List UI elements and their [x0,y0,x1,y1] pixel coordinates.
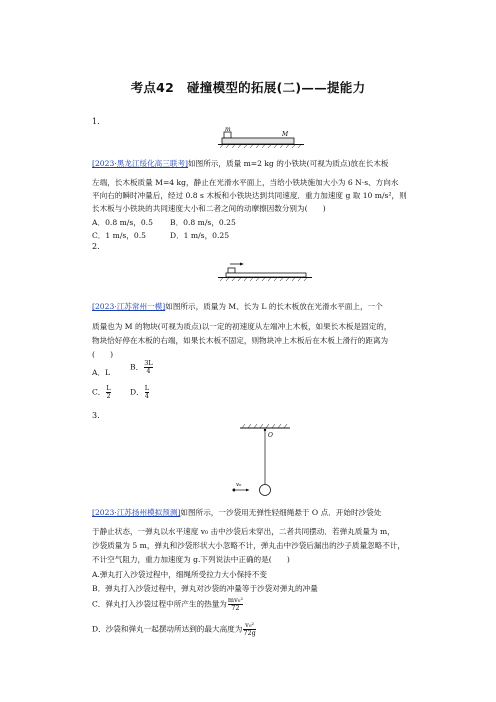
q1-option-a[interactable]: A．0.8 m/s，0.5 [92,218,153,227]
q3-option-c[interactable]: C．弹丸打入沙袋过程中所产生的热量为 $\frac{\text{mv₀²}}{72}$ [92,596,243,612]
q3-source: [2023·江苏扬州模拟预测] [92,508,181,517]
long-board [226,273,306,277]
q2-line-1: [2023·江苏常州一模]如图所示，质量为 M、长为 L 的长木板放在光滑水平面上，一个 [92,302,383,311]
q3-line-4: 不计空气阻力，重力加速度为 g.下列说法中正确的是( ) [92,555,290,564]
bullet [233,489,236,492]
sandbag [260,485,271,496]
q2-option-c[interactable]: C． $\frac{L}{2}$ [92,384,111,400]
q2-line-2: 质量也为 M 的物块(可视为质点)以一定的初速度从左端冲上木板，如果长木板是固定的， [92,322,392,331]
q2-option-d[interactable]: D． $\frac{L}{4}$ [130,384,150,400]
q1-line-4: 长木板与小铁块的共同速度大小和二者之间的动摩擦因数分别为( ) [92,204,326,213]
q2-source: [2023·江苏常州一模] [92,302,166,311]
q3-option-b[interactable]: B．弹丸打入沙袋过程中，弹丸对沙袋的冲量等于沙袋对弹丸的冲量 [92,584,318,593]
q1-line-2: 左端，长木板质量 M=4 kg，静止在光滑水平面上，当给小铁块施加大小为 6 N·s、方向水 [92,178,399,187]
q3-line-3: 沙袋质量为 5 m，弹丸和沙袋形状大小忽略不计，弹丸击中沙袋后漏出的沙子质量忽略不计， [92,541,406,550]
q2-figure [214,258,314,288]
q1-option-b[interactable]: B．0.8 m/s，0.25 [170,218,236,227]
q1-number: 1. [92,117,100,126]
label-O: O [268,432,273,439]
q3-number: 3. [92,411,100,420]
q1-line-1: [2023·黑龙江绥化高三联考]如图所示，质量 m=2 kg 的小铁块(可视为质点)放在长木板 [92,159,389,168]
q1-option-c[interactable]: C．1 m/s，0.5 [92,231,146,240]
long-board [222,138,294,144]
label-v0: v₀ [236,482,242,488]
q3-option-d[interactable]: D．沙袋和弹丸一起摆动所达到的最大高度为 $\frac{\text{v₀²}}{72g}$ [92,621,256,637]
q3-option-a[interactable]: A.弹丸打入沙袋过程中，细绳所受拉力大小保持不变 [92,570,267,579]
q1-figure [218,126,304,156]
label-M: M [282,131,289,138]
q1-source: [2023·黑龙江绥化高三联考] [92,159,189,168]
q2-line-3: 物块恰好停在木板的右端，如果长木板不固定，则物块冲上木板后在木板上滑行的距离为 [92,336,389,345]
q3-line-2: 于静止状态，一弹丸以水平速度 v₀ 击中沙袋后未穿出，二者共同摆动．若弹丸质量为 m， [92,527,395,536]
q3-line-1: [2023·江苏扬州模拟预测]如图所示，一沙袋用无弹性轻细绳悬于 O 点．开始时沙袋处 [92,508,382,517]
q2-number: 2. [92,242,100,251]
page-title: 考点42 碰撞模型的拓展(二)——提能力 [130,80,366,95]
label-m: m [225,126,231,133]
block [228,268,235,273]
q1-option-d[interactable]: D．1 m/s，0.25 [170,231,230,240]
q2-option-a[interactable]: A．L [92,368,111,377]
q2-option-b[interactable]: B． $\frac{3L}{4}$ [130,359,153,375]
q1-line-3: 平向右的瞬时冲量后，经过 0.8 s 木板和小铁块达到共同速度．重力加速度 g 取 10 m/s²，则 [92,191,407,200]
q2-line-4: ( ) [92,350,114,359]
q3-figure [228,424,300,500]
